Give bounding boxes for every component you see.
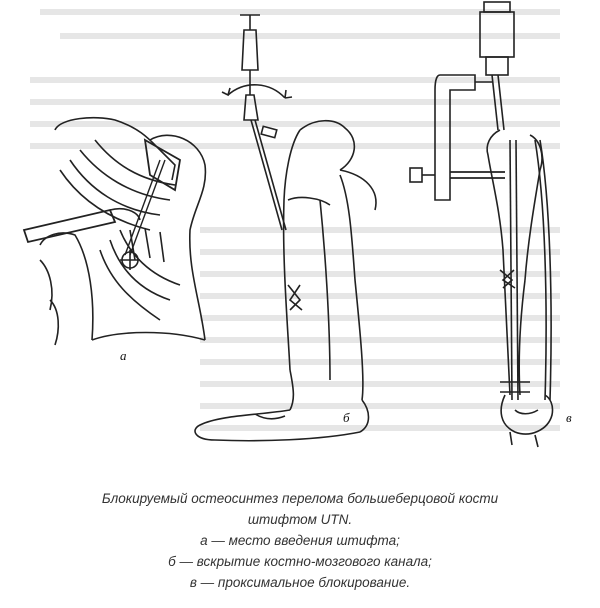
panel-c-drawing — [410, 2, 553, 447]
panel-a-drawing — [24, 118, 205, 345]
panel-label-a: а — [120, 348, 127, 363]
caption-line-5: в — проксимальное блокирование. — [189, 575, 411, 590]
caption-line-2: штифтом UTN. — [247, 512, 353, 527]
caption-line-3: а — место введения штифта; — [200, 533, 400, 548]
caption-line-4: б — вскрытие костно-мозгового канала; — [168, 554, 432, 569]
background-text-bleed — [30, 12, 560, 428]
panel-label-b: б — [343, 410, 350, 425]
caption-line-1: Блокируемый остеосинтез перелома большеберцовой кости — [101, 491, 499, 506]
panel-label-c: в — [566, 410, 572, 425]
figure-caption — [0, 488, 600, 593]
